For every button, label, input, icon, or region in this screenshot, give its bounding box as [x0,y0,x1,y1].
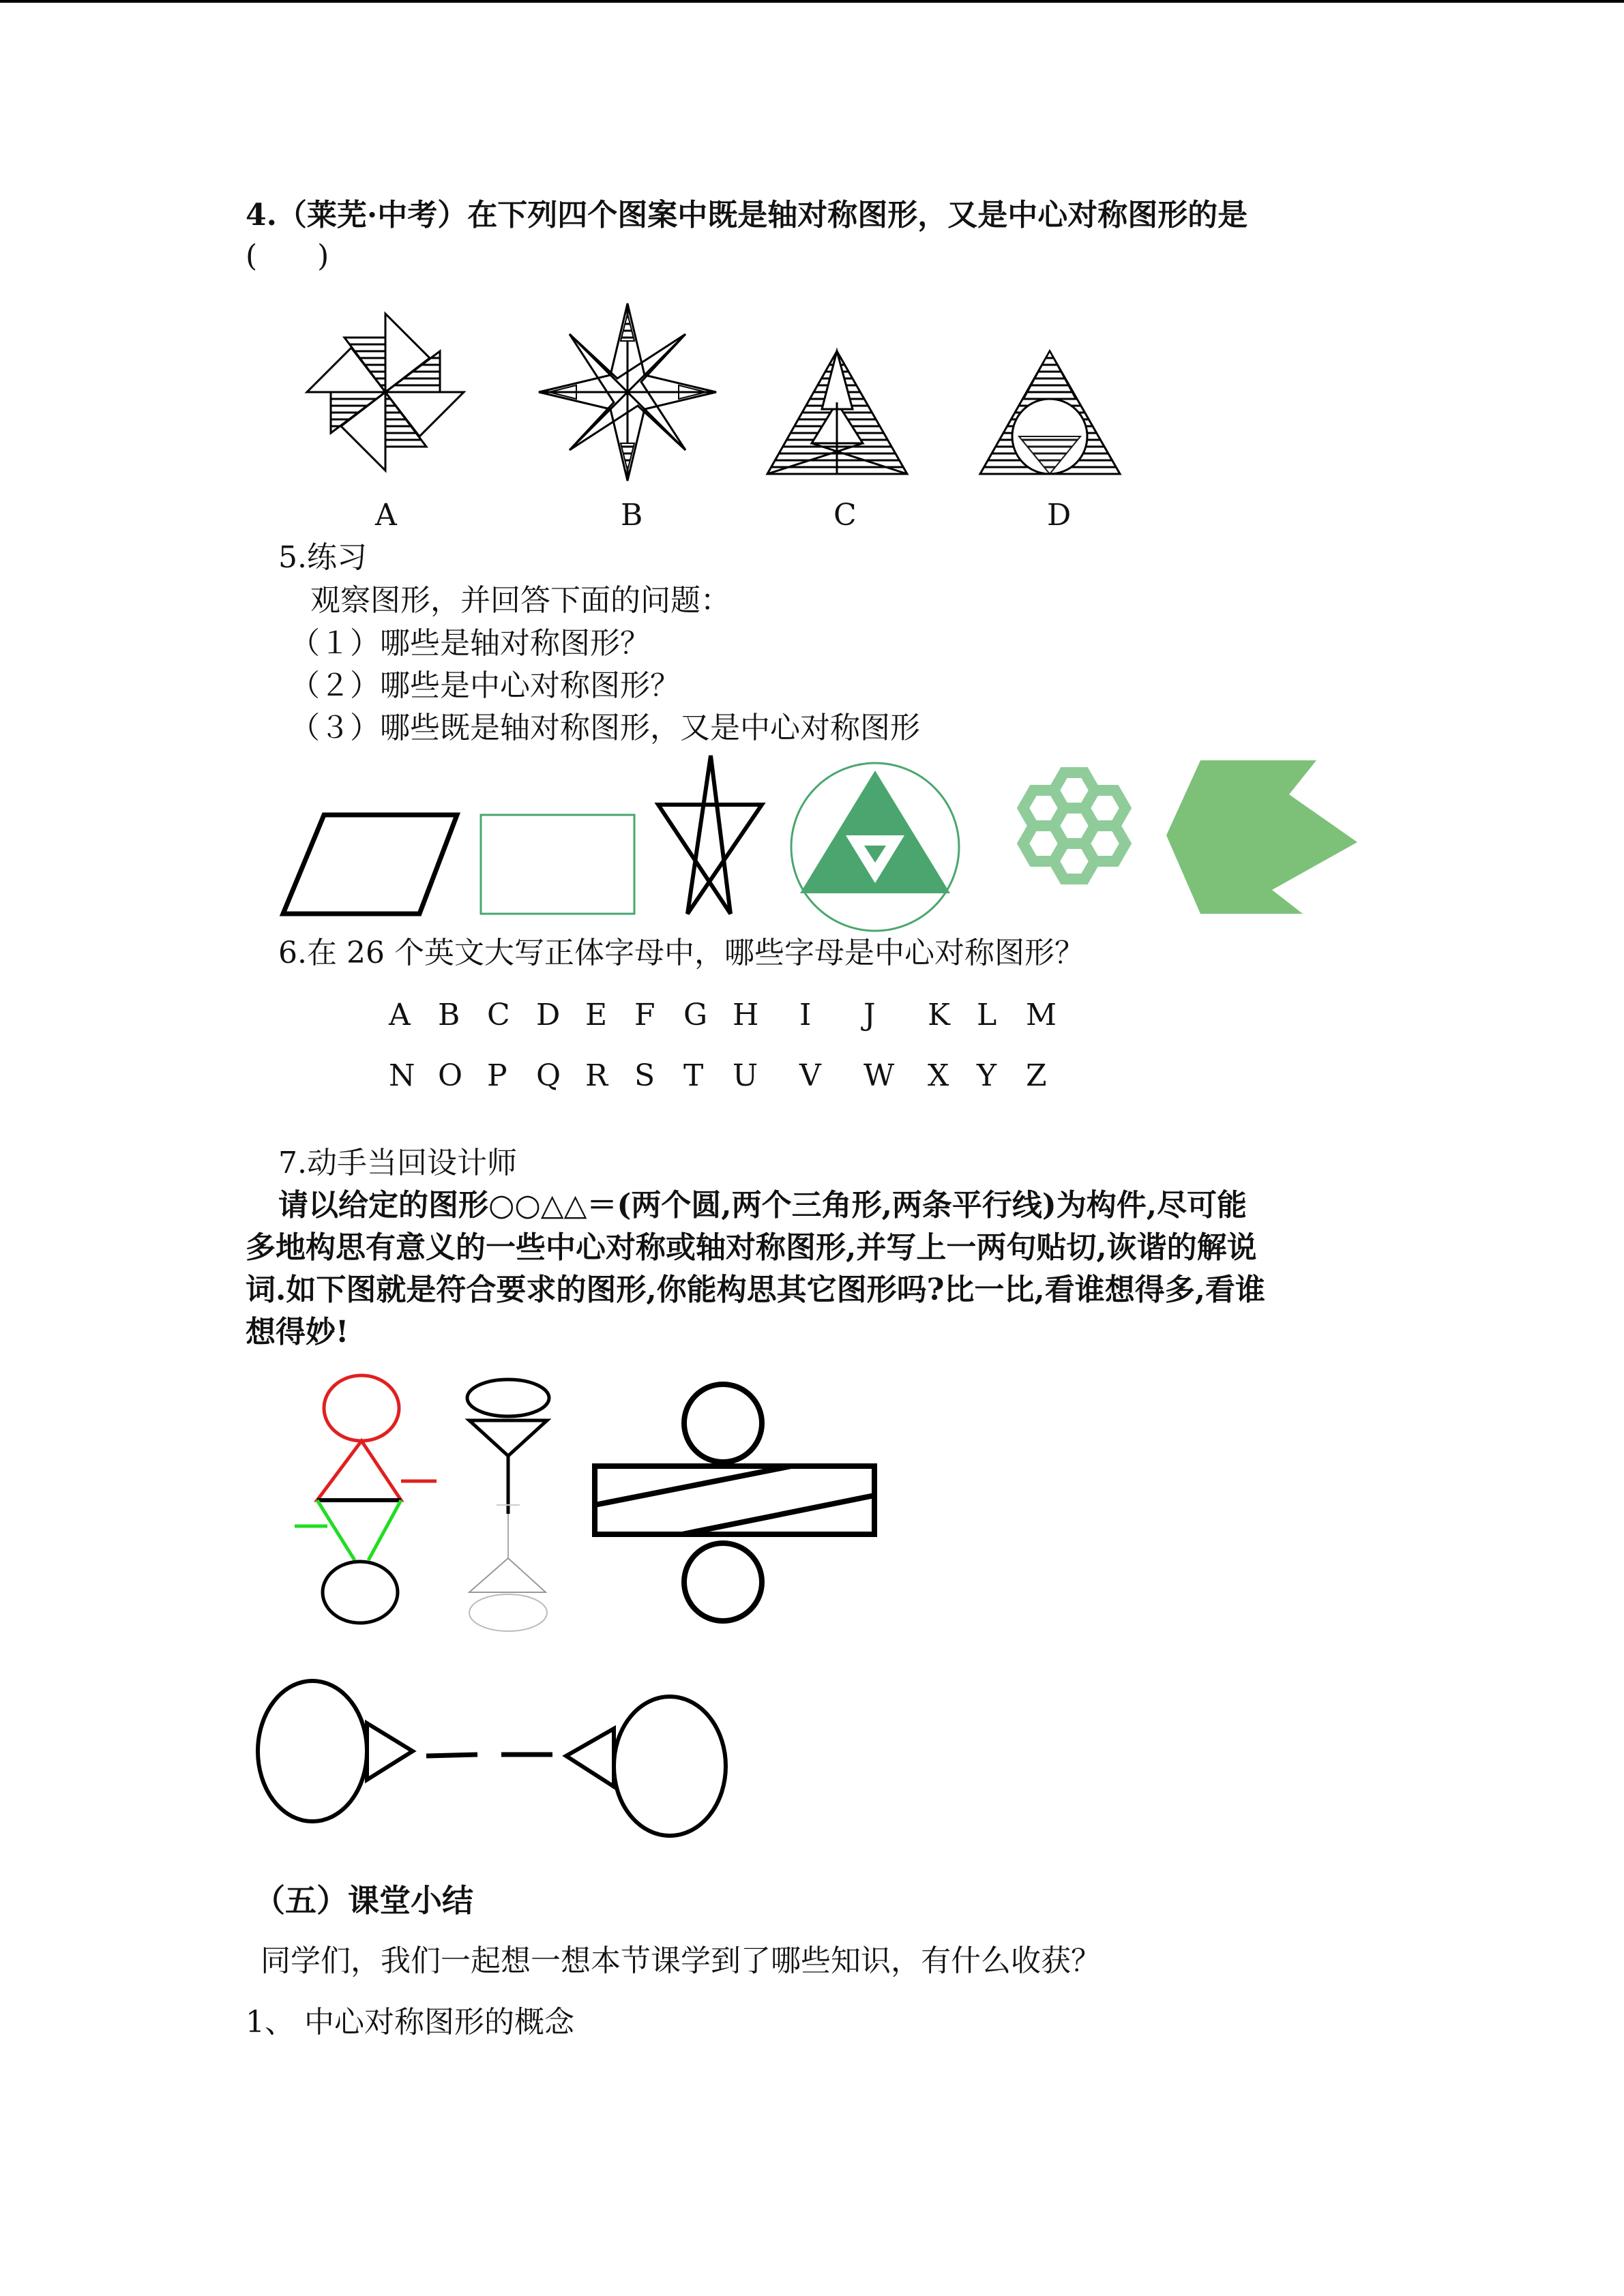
q5-parallelogram [283,815,457,914]
summary-heading: （五）课堂小结 [254,1882,473,1919]
q5-item-1: （１）哪些是轴对称图形？ [290,626,650,661]
q4-figure-d-triangle-circle [977,348,1123,477]
letter: T [683,1058,704,1093]
q4-label-a: A [375,498,397,533]
q7-figure-person [286,1371,450,1630]
letter: H [733,998,759,1032]
q7-figure-dumbbell [252,1674,730,1845]
q5-figures-row [276,750,1374,921]
letter: Q [536,1058,561,1093]
letter: R [585,1058,608,1093]
summary-item-1: 1、 中心对称图形的概念 [246,2005,574,2040]
letter: D [536,998,561,1032]
q4-text-line2: ( ) [246,239,329,273]
letter: W [863,1058,895,1093]
q4-label-c: C [833,498,857,533]
letter: M [1026,998,1057,1032]
q7-figure-division [587,1374,880,1633]
q5-rectangle [481,815,634,914]
q7-para-line3: 词.如下图就是符合要求的图形,你能构思其它图形吗?比一比,看谁想得多,看谁 [246,1272,1266,1307]
q4-figure-a-pinwheel [300,307,471,477]
letter: X [928,1058,949,1093]
letter: C [487,998,510,1032]
letter: J [863,998,876,1032]
q7-figure-goblet [457,1374,559,1633]
q5-arrow-shape [1166,760,1357,914]
q4-figure-c-triangle [764,348,911,477]
q5-hexagon-flower [1023,773,1125,879]
q4-text-line1: 4.（莱芜·中考）在下列四个图案中既是轴对称图形，又是中心对称图形的是 [246,198,1248,233]
letter: B [438,998,460,1032]
letter: S [634,1058,655,1093]
letter: O [438,1058,463,1093]
letter: E [585,998,608,1032]
letter: U [733,1058,758,1093]
q6-title: 6.在 26 个英文大写正体字母中，哪些字母是中心对称图形？ [278,936,1084,970]
letter: L [977,998,997,1032]
letter: G [683,998,708,1032]
q5-item-2: （２）哪些是中心对称图形？ [290,668,680,703]
q5-pentagram [658,756,762,914]
q4-figure-b-star [535,300,720,484]
page-top-border [0,0,1624,3]
q5-circle-triangle [791,763,959,931]
q7-title: 7.动手当回设计师 [278,1146,517,1180]
letter: Z [1026,1058,1047,1093]
q7-para-line4: 想得妙! [246,1315,349,1350]
letter: A [389,998,411,1032]
q5-item-3: （３）哪些既是轴对称图形，又是中心对称图形 [290,711,920,745]
letter: F [634,998,655,1032]
letter: N [389,1058,415,1093]
letter: K [928,998,950,1032]
letter: P [487,1058,507,1093]
q5-prompt: 观察图形，并回答下面的问题： [310,583,730,618]
q4-label-b: B [621,498,643,533]
q4-label-d: D [1047,498,1072,533]
q7-para-line2: 多地构思有意义的一些中心对称或轴对称图形,并写上一两句贴切,诙谐的解说 [246,1230,1257,1265]
letter: V [799,1058,821,1093]
q5-title: 5.练习 [278,540,367,575]
summary-question: 同学们，我们一起想一想本节课学到了哪些知识，有什么收获？ [261,1943,1101,1978]
letter: I [799,998,812,1032]
letter: Y [977,1058,997,1093]
q7-para-line1: 请以给定的图形○○△△＝(两个圆,两个三角形,两条平行线)为构件,尽可能 [278,1188,1247,1223]
